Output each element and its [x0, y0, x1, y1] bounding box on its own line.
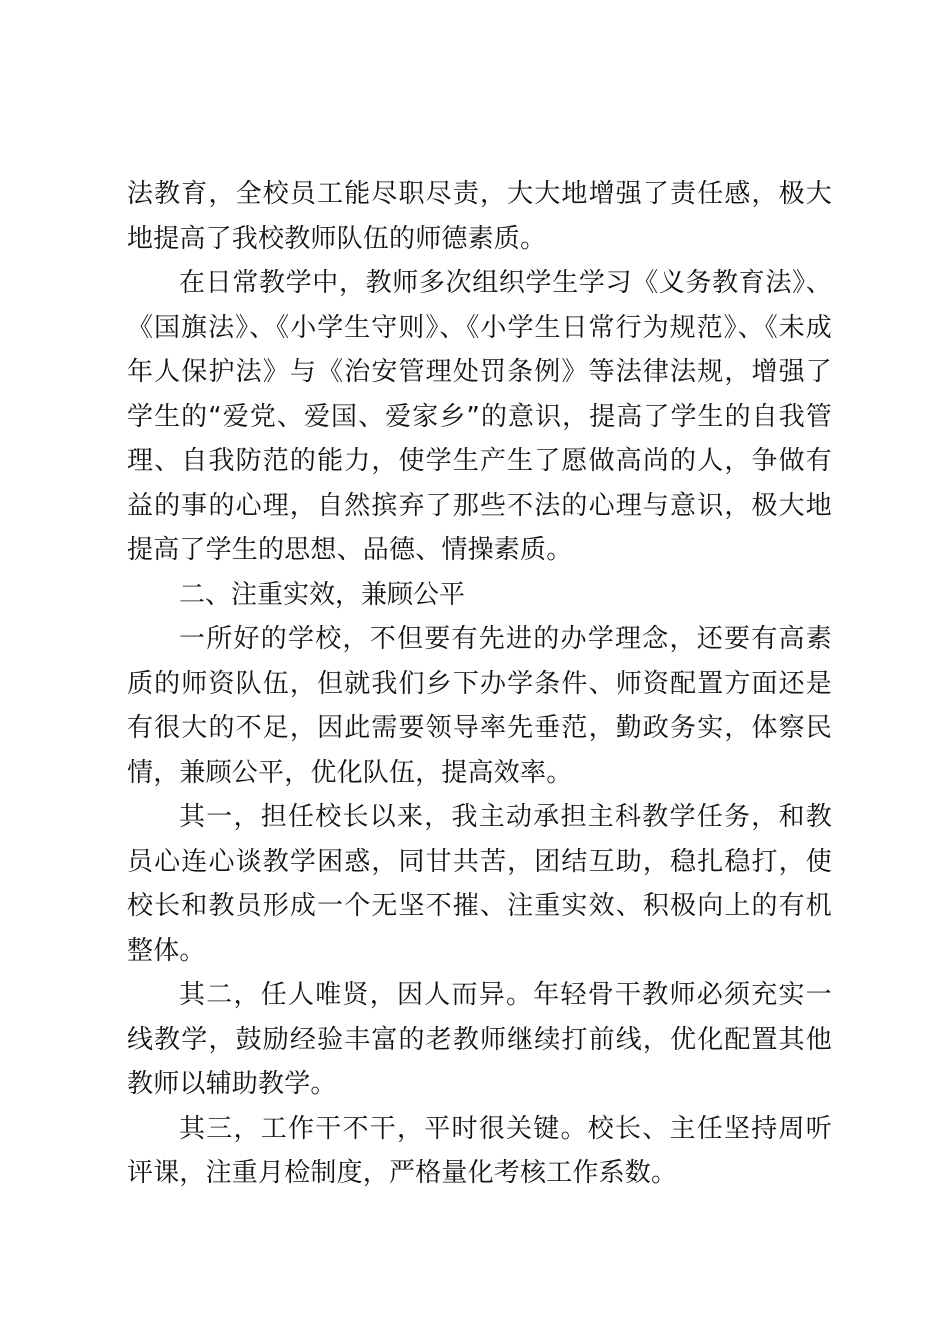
paragraph-good-school: 一所好的学校，不但要有先进的办学理念，还要有高素质的师资队伍，但就我们乡下办学条件、师资配置方面还是有很大的不足，因此需要领导率先垂范，勤政务实，体察民情，兼顾公平，优化队伍，提高效率。: [127, 624, 832, 788]
document-body: [127, 172, 832, 1196]
paragraph-daily-teaching: 在日常教学中，教师多次组织学生学习《义务教育法》、《国旗法》、《小学生守则》、《小学生日常行为规范》、《未成年人保护法》与《治安管理处罚条例》等法律法规，增强了学生的“爱党、爱国、爱家乡”的意识，提高了学生的自我管理、自我防范的能力，使学生产生了愿做高尚的人，争做有益的事的心理，自然摈弃了那些不法的心理与意识，极大地提高了学生的思想、品德、情操素质。: [127, 268, 832, 565]
section-heading-2: 二、注重实效，兼顾公平: [179, 579, 466, 610]
paragraph-continued-law-education: 法教育，全校员工能尽职尽责，大大地增强了责任感，极大地提高了我校教师队伍的师德素质。: [127, 179, 832, 254]
paragraph-third-point: 其三，工作干不干，平时很关键。校长、主任坚持周听评课，注重月检制度，严格量化考核工作系数。: [127, 1113, 832, 1188]
paragraph-first-point: 其一，担任校长以来，我主动承担主科教学任务，和教员心连心谈教学困惑，同甘共苦，团结互助，稳扎稳打，使校长和教员形成一个无坚不摧、注重实效、积极向上的有机整体。: [127, 802, 832, 966]
paragraph-second-point: 其二，任人唯贤，因人而异。年轻骨干教师必须充实一线教学，鼓励经验丰富的老教师继续打前线，优化配置其他教师以辅助教学。: [127, 980, 832, 1099]
